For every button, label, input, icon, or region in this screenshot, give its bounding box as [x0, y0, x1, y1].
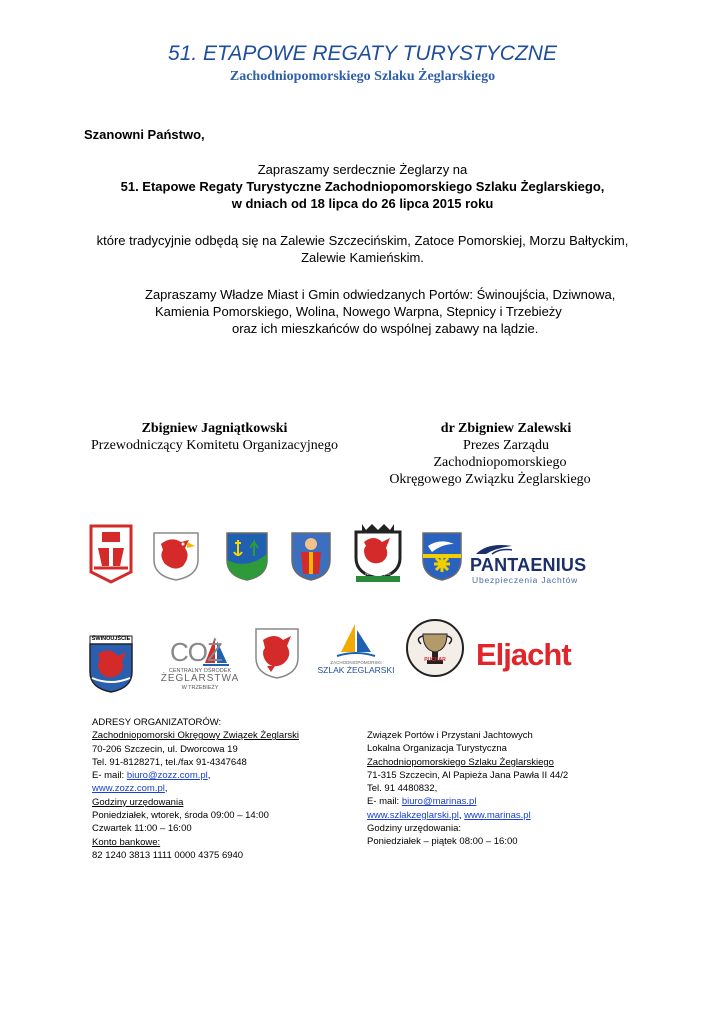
right-www-link-1[interactable]: www.szlakzeglarski.pl	[367, 809, 459, 821]
left-email-prefix: E- mail:	[92, 770, 127, 782]
left-hours-2: Czwartek 11:00 – 16:00	[92, 823, 192, 835]
swinoujscie-label: ŚWINOUJŚCIE	[91, 636, 131, 642]
right-email-prefix: E- mail:	[367, 796, 402, 808]
invitation-line-3: w dniach od 18 lipca do 26 lipca 2015 roku	[231, 196, 494, 211]
left-www-suffix: ,	[164, 783, 168, 795]
salutation: Szanowni Państwo,	[84, 127, 205, 142]
right-hours-label: Godziny urzędowania:	[367, 823, 461, 835]
right-www-separator: ,	[458, 809, 465, 821]
right-org-3: Zachodniopomorskiego Szlaku Żeglarskiego	[367, 756, 554, 768]
right-hours: Poniedziałek – piątek 08:00 – 16:00	[367, 836, 518, 848]
kamien-pomorski-crest-icon	[289, 530, 333, 582]
venue-line-1: które tradycyjnie odbędą się na Zalewie Szczecińskim, Zatoce Pomorskiej, Morzu Bałtyckim,	[96, 233, 629, 248]
eljacht-logo-text: Eljacht	[476, 637, 571, 672]
invitation-line-1: Zapraszamy serdecznie Żeglarzy na	[257, 162, 468, 177]
contacts-heading: ADRESY ORGANIZATORÓW:	[92, 717, 222, 728]
nowe-warpno-label: Nowe Warpno	[365, 571, 391, 576]
right-email-link[interactable]: biuro@marinas.pl	[401, 796, 477, 808]
signature-right-role-3: Okręgowego Związku Żeglarskiego	[389, 472, 591, 487]
left-org-name: Zachodniopomorski Okręgowy Związek Żeglarski	[92, 730, 299, 742]
szlak-zeglarski-sail-icon	[335, 622, 377, 660]
coz-line-2: ŻEGLARSTWA	[160, 673, 240, 684]
signature-right-role-1: Prezes Zarządu	[463, 438, 549, 453]
left-hours-1: Poniedziałek, wtorek, środa 09:00 – 14:00	[92, 810, 269, 822]
signature-right-role-2: Zachodniopomorskiego	[433, 455, 567, 470]
authorities-line-1: Zapraszamy Władze Miast i Gmin odwiedzanych Portów: Świnoujścia, Dziwnowa,	[145, 287, 616, 302]
authorities-line-2: Kamienia Pomorskiego, Wolina, Nowego Warpna, Stepnicy i Trzebieży	[155, 304, 562, 319]
signature-left-name: Zbigniew Jagniątkowski	[141, 421, 288, 436]
left-email-suffix: ,	[207, 770, 211, 782]
pantaenius-tagline: Ubezpieczenia Jachtów	[472, 575, 579, 585]
zachodniopomorskie-griffin-crest-icon	[253, 626, 301, 680]
right-email-line	[367, 795, 568, 808]
right-address: 71-315 Szczecin, Al Papieża Jana Pawła II 44/2	[367, 769, 569, 781]
puchar-trophy-seal-icon	[405, 618, 465, 678]
szlak-small-label: ZACHODNIOPOMORSKI	[330, 660, 382, 665]
left-email-link[interactable]: biuro@zozz.com.pl	[126, 770, 208, 782]
venue-line-2: Zalewie Kamieńskim.	[301, 250, 424, 265]
page-subtitle: Zachodniopomorskiego Szlaku Żeglarskiego	[229, 69, 496, 84]
swinoujscie-crest-icon	[86, 634, 136, 696]
coz-line-1: CENTRALNY OŚRODEK	[168, 668, 232, 674]
contacts-right	[367, 729, 568, 849]
signature-right-name: dr Zbigniew Zalewski	[440, 421, 572, 436]
pantaenius-wave-icon	[474, 542, 514, 556]
left-hours-label: Godziny urzędowania	[92, 796, 184, 808]
right-www-line	[367, 809, 568, 822]
right-org-1: Związek Portów i Przystani Jachtowych	[367, 730, 533, 741]
right-www-link-2[interactable]: www.marinas.pl	[464, 809, 531, 821]
left-address: 70-206 Szczecin, ul. Dworcowa 19	[92, 743, 238, 755]
pantaenius-logo-text: PANTAENIUS	[470, 555, 587, 575]
authorities-line-3: oraz ich mieszkańców do wspólnej zabawy na lądzie.	[232, 321, 539, 336]
coz-line-3: W TRZEBIEŻY	[181, 685, 219, 691]
szlak-label: SZLAK ŻEGLARSKI	[317, 665, 395, 675]
trzebiez-crest-icon	[420, 530, 464, 582]
dziwnow-crest-icon	[86, 522, 136, 584]
signature-left-role: Przewodniczący Komitetu Organizacyjnego	[91, 438, 338, 453]
left-bank-label: Konto bankowe:	[92, 836, 161, 848]
right-phone: Tel. 91 4480832,	[367, 783, 438, 795]
coz-logo-text: COŻ	[170, 637, 222, 667]
left-www-line	[92, 782, 299, 795]
left-email-line	[92, 769, 299, 782]
left-www-link[interactable]: www.zozz.com.pl	[92, 783, 165, 795]
invitation-line-2: 51. Etapowe Regaty Turystyczne Zachodniopomorskiego Szlaku Żeglarskiego,	[120, 179, 605, 194]
contacts-left	[92, 716, 299, 862]
left-bank-account: 82 1240 3813 1111 0000 4375 6940	[92, 849, 244, 861]
right-org-2: Lokalna Organizacja Turystyczna	[367, 743, 507, 755]
stepnica-crest-icon	[224, 530, 270, 582]
puchar-label: PUCHAR	[424, 657, 446, 663]
left-phone: Tel. 91-8128271, tel./fax 91-4347648	[92, 756, 247, 768]
page-title: 51. ETAPOWE REGATY TURYSTYCZNE	[168, 42, 557, 65]
wolin-eagle-crest-icon	[151, 530, 201, 582]
